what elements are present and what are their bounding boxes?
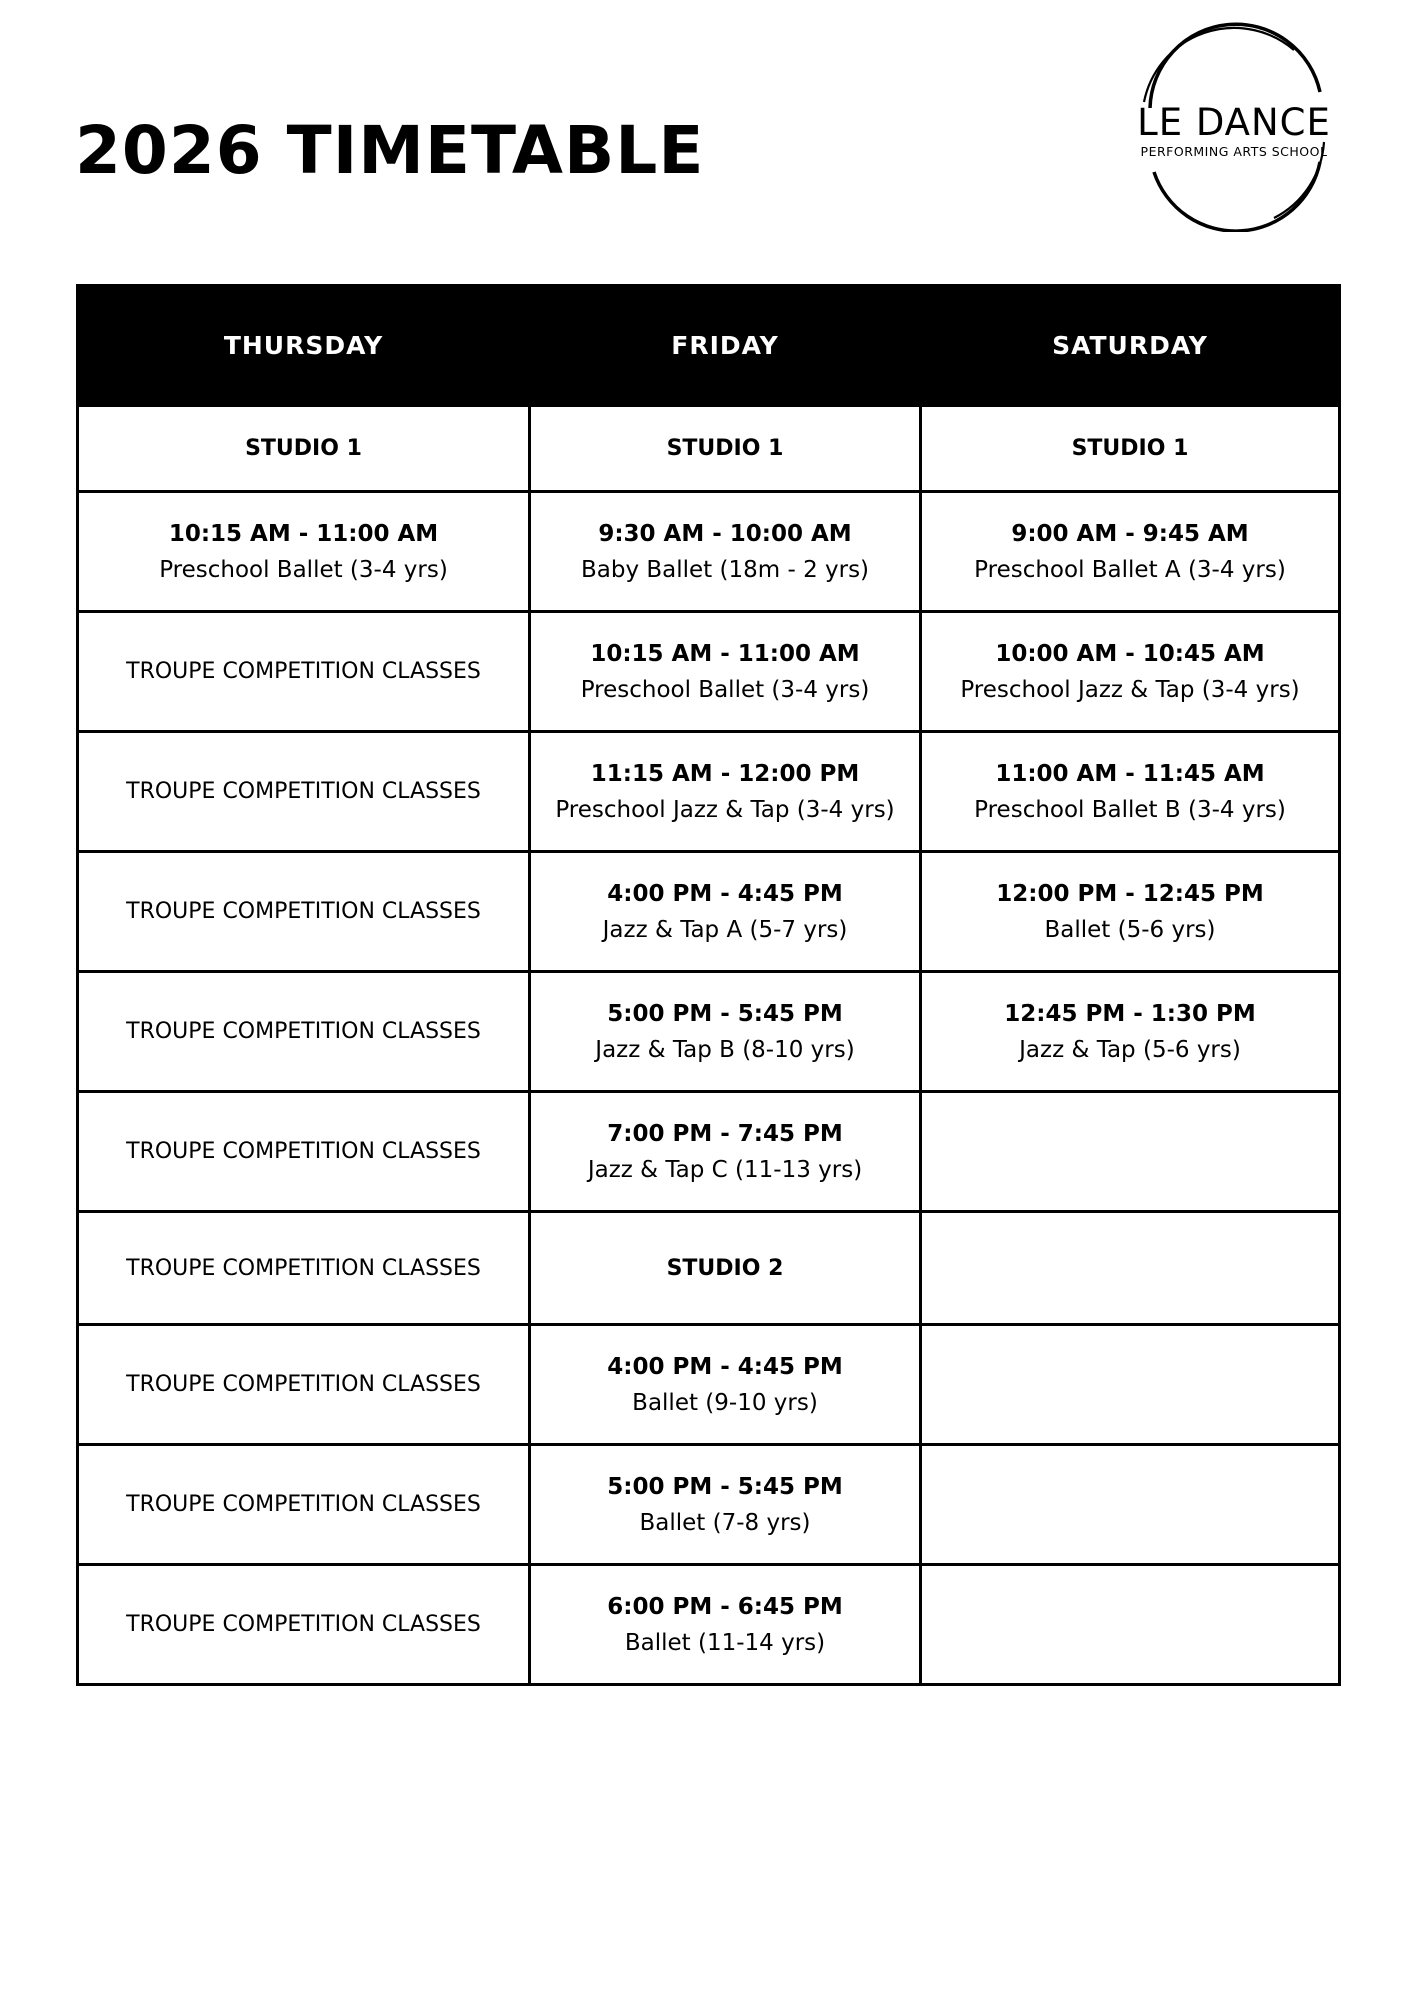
slot-cell-friday: [530, 732, 921, 852]
table-row: [78, 492, 1340, 612]
class-name: Preschool Ballet (3-4 yrs): [159, 556, 448, 583]
slot-cell-thursday: [78, 972, 530, 1092]
troupe-label: TROUPE COMPETITION CLASSES: [126, 1492, 481, 1517]
slot-cell-thursday: [78, 1092, 530, 1212]
troupe-label: TROUPE COMPETITION CLASSES: [126, 899, 481, 924]
troupe-label: TROUPE COMPETITION CLASSES: [126, 1019, 481, 1044]
slot-cell-thursday: [78, 1445, 530, 1565]
slot-cell-friday: [530, 1445, 921, 1565]
troupe-label: TROUPE COMPETITION CLASSES: [126, 1255, 481, 1281]
class-name: Preschool Jazz & Tap (3-4 yrs): [960, 676, 1300, 703]
class-time: 10:00 AM - 10:45 AM: [995, 640, 1265, 667]
slot-cell-friday: [530, 612, 921, 732]
slot-cell-saturday: [921, 972, 1340, 1092]
table-row: [78, 612, 1340, 732]
slot-cell-friday: [530, 1092, 921, 1212]
class-name: Ballet (5-6 yrs): [1044, 916, 1216, 943]
studio-label-thursday: [78, 406, 530, 492]
class-name: Ballet (11-14 yrs): [624, 1629, 826, 1656]
class-name: Jazz & Tap A (5-7 yrs): [602, 916, 848, 943]
table-row: [78, 1565, 1340, 1685]
slot-cell-thursday: [78, 1565, 530, 1685]
slot-cell-thursday: [78, 492, 530, 612]
slot-cell-saturday: [921, 732, 1340, 852]
class-time: 4:00 PM - 4:45 PM: [607, 880, 843, 907]
class-name: Ballet (9-10 yrs): [632, 1389, 818, 1416]
troupe-label: TROUPE COMPETITION CLASSES: [126, 1372, 481, 1397]
class-time: 10:15 AM - 11:00 AM: [590, 640, 860, 667]
slot-cell-saturday: [921, 1445, 1340, 1565]
slot-cell-saturday: [921, 492, 1340, 612]
day-header-thursday: THURSDAY: [78, 286, 530, 406]
class-time: 4:00 PM - 4:45 PM: [607, 1353, 843, 1380]
studio-label-friday: [530, 406, 921, 492]
timetable: [76, 284, 1341, 1686]
class-time: 9:30 AM - 10:00 AM: [598, 520, 852, 547]
class-name: Jazz & Tap C (11-13 yrs): [587, 1156, 863, 1183]
table-row: [78, 1212, 1340, 1325]
studio-label: STUDIO 2: [666, 1255, 784, 1281]
class-name: Preschool Ballet (3-4 yrs): [580, 676, 870, 703]
slot-cell-friday: [530, 972, 921, 1092]
studio-label: STUDIO 1: [666, 436, 784, 461]
slot-cell-thursday: [78, 852, 530, 972]
class-time: 11:00 AM - 11:45 AM: [995, 760, 1265, 787]
table-row: [78, 852, 1340, 972]
slot-cell-thursday: [78, 732, 530, 852]
slot-cell-friday: [530, 492, 921, 612]
class-name: Baby Ballet (18m - 2 yrs): [580, 556, 870, 583]
slot-cell-friday: [530, 1325, 921, 1445]
class-name: Preschool Ballet B (3-4 yrs): [974, 796, 1286, 823]
logo-name: LE DANCE: [1137, 101, 1331, 144]
slot-cell-friday: [530, 852, 921, 972]
class-time: 5:00 PM - 5:45 PM: [607, 1473, 843, 1500]
page-title: 2026 TIMETABLE: [75, 112, 705, 189]
class-name: Jazz & Tap (5-6 yrs): [1019, 1036, 1241, 1063]
slot-cell-thursday: [78, 1325, 530, 1445]
table-row: [78, 972, 1340, 1092]
slot-cell-thursday: [78, 1212, 530, 1325]
day-header-row: [78, 286, 1340, 406]
class-time: 11:15 AM - 12:00 PM: [590, 760, 860, 787]
class-time: 12:00 PM - 12:45 PM: [996, 880, 1264, 907]
slot-cell-saturday: [921, 852, 1340, 972]
class-name: Jazz & Tap B (8-10 yrs): [595, 1036, 855, 1063]
day-header-friday: FRIDAY: [530, 286, 921, 406]
studio-row: [78, 406, 1340, 492]
class-name: Preschool Jazz & Tap (3-4 yrs): [555, 796, 895, 823]
slot-cell-saturday: [921, 612, 1340, 732]
day-header-saturday: SATURDAY: [921, 286, 1340, 406]
class-name: Ballet (7-8 yrs): [639, 1509, 811, 1536]
studio-label: STUDIO 1: [1071, 436, 1189, 461]
slot-cell-friday: [530, 1565, 921, 1685]
class-time: 6:00 PM - 6:45 PM: [607, 1593, 843, 1620]
table-row: [78, 1325, 1340, 1445]
slot-cell-saturday: [921, 1092, 1340, 1212]
class-time: 12:45 PM - 1:30 PM: [1004, 1000, 1256, 1027]
troupe-label: TROUPE COMPETITION CLASSES: [126, 659, 481, 684]
class-time: 10:15 AM - 11:00 AM: [168, 520, 439, 547]
slot-cell-saturday: [921, 1212, 1340, 1325]
slot-cell-saturday: [921, 1565, 1340, 1685]
school-logo: [1124, 22, 1344, 232]
table-row: [78, 1445, 1340, 1565]
troupe-label: TROUPE COMPETITION CLASSES: [126, 779, 481, 804]
class-name: Preschool Ballet A (3-4 yrs): [974, 556, 1286, 583]
slot-cell-saturday: [921, 1325, 1340, 1445]
troupe-label: TROUPE COMPETITION CLASSES: [126, 1612, 481, 1637]
studio-label: STUDIO 1: [245, 436, 362, 461]
slot-cell-thursday: [78, 612, 530, 732]
slot-cell-friday: [530, 1212, 921, 1325]
logo-subtitle: PERFORMING ARTS SCHOOL: [1140, 144, 1328, 159]
troupe-label: TROUPE COMPETITION CLASSES: [126, 1139, 481, 1164]
class-time: 7:00 PM - 7:45 PM: [607, 1120, 843, 1147]
class-time: 9:00 AM - 9:45 AM: [1011, 520, 1249, 547]
studio-label-saturday: [921, 406, 1340, 492]
table-row: [78, 1092, 1340, 1212]
class-time: 5:00 PM - 5:45 PM: [607, 1000, 843, 1027]
table-row: [78, 732, 1340, 852]
